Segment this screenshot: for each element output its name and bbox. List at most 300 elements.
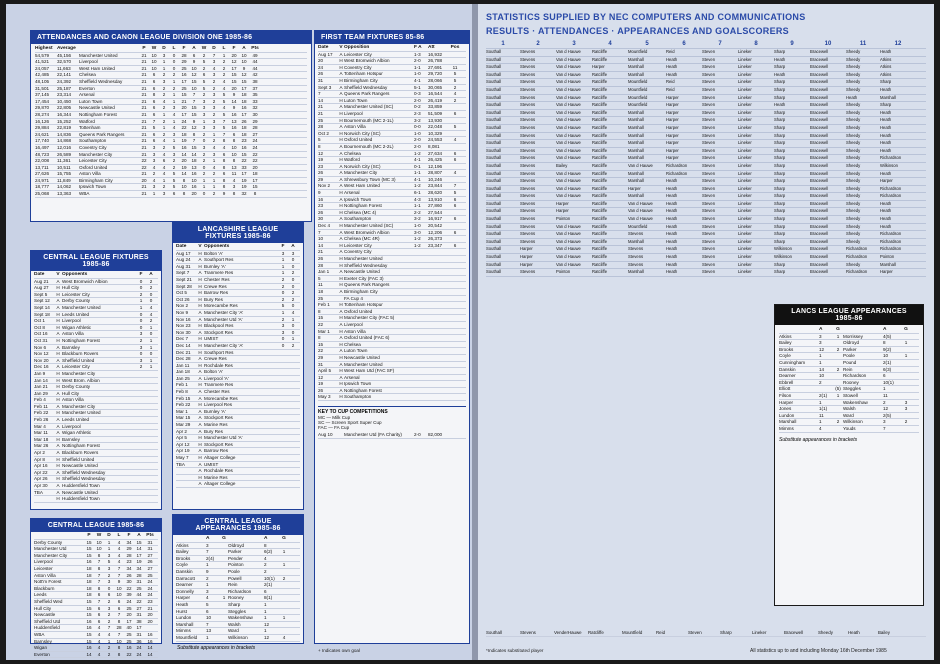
table-cell: Barrow Res bbox=[204, 448, 228, 454]
table-cell: 0 bbox=[291, 329, 295, 335]
table-cell bbox=[136, 490, 146, 496]
player-cell: Lineker bbox=[738, 246, 752, 252]
table-cell: 31 bbox=[136, 612, 142, 618]
player-cell: Sheedy bbox=[846, 79, 861, 85]
table-cell bbox=[428, 355, 450, 361]
player-cell: Bracewell bbox=[810, 216, 829, 222]
table-cell: Harper bbox=[176, 595, 191, 601]
table-cell: 2 bbox=[222, 65, 226, 71]
table-cell: 15 bbox=[86, 598, 92, 604]
table-cell: 13 bbox=[191, 164, 197, 170]
table-cell: 14 bbox=[86, 651, 92, 657]
player-cell: Heath bbox=[880, 117, 892, 123]
table-cell: Manchester United bbox=[62, 410, 101, 416]
player-cell: Sheedy bbox=[846, 155, 861, 161]
table-cell bbox=[450, 256, 460, 262]
table-cell: G bbox=[904, 327, 908, 332]
table-cell: 1-1 bbox=[414, 64, 421, 70]
table-cell: 0 bbox=[281, 336, 285, 342]
table-cell bbox=[450, 296, 460, 302]
table-cell bbox=[220, 602, 228, 608]
table-cell: 15 bbox=[191, 105, 197, 111]
table-cell: 1 bbox=[107, 638, 111, 644]
table-cell bbox=[220, 589, 228, 595]
table-cell: 21 bbox=[141, 92, 147, 98]
table-cell: 2 bbox=[291, 342, 295, 348]
table-cell: 1 bbox=[291, 316, 295, 322]
table-row bbox=[318, 381, 466, 388]
table-cell: 15 bbox=[181, 92, 187, 98]
table-cell: 16 bbox=[147, 638, 153, 644]
charity-shield-row bbox=[315, 430, 469, 441]
player-cell: Ratcliffe bbox=[592, 254, 608, 260]
table-row bbox=[318, 131, 466, 138]
player-cell: Lineker bbox=[738, 200, 752, 206]
table-cell bbox=[450, 131, 460, 137]
table-cell bbox=[288, 409, 298, 415]
table-cell bbox=[450, 118, 460, 124]
player-cell: Sharp bbox=[774, 124, 786, 130]
table-cell: Atkins bbox=[779, 333, 792, 339]
results-row bbox=[486, 57, 926, 65]
table-cell: 4 bbox=[264, 555, 267, 561]
player-cell: Steven bbox=[702, 102, 716, 108]
table-cell: 10,450 bbox=[57, 98, 72, 104]
table-cell: 10 bbox=[151, 52, 157, 58]
table-row bbox=[318, 322, 466, 329]
table-cell: 3 bbox=[152, 144, 156, 150]
table-cell: 1 bbox=[107, 539, 111, 545]
table-cell: Cunningham bbox=[779, 359, 806, 365]
table-cell bbox=[288, 369, 298, 375]
results-row bbox=[486, 102, 926, 110]
table-cell: Lundon bbox=[176, 615, 192, 621]
table-cell bbox=[450, 342, 460, 348]
table-cell: 4 bbox=[97, 638, 101, 644]
table-cell: 21 bbox=[141, 191, 147, 197]
table-cell bbox=[414, 381, 428, 387]
table-cell: 3 bbox=[291, 250, 295, 256]
table-cell: Jan 14 bbox=[34, 377, 48, 383]
player-cell: Sharp bbox=[774, 238, 786, 244]
table-cell: Mar 26 bbox=[34, 443, 49, 449]
table-cell: 27 bbox=[147, 552, 153, 558]
table-cell: WBA bbox=[34, 631, 45, 637]
table-cell: A bbox=[56, 483, 60, 488]
player-cell: Sheedy bbox=[846, 140, 861, 146]
player-cell: Harper bbox=[880, 178, 893, 184]
player-cell: Steven bbox=[702, 79, 716, 85]
table-cell bbox=[146, 496, 156, 502]
table-cell: 16 bbox=[241, 144, 247, 150]
table-cell: Opposition bbox=[344, 45, 370, 50]
table-cell: 5 bbox=[107, 559, 111, 565]
table-cell: Poole bbox=[843, 353, 855, 359]
table-cell: 13 bbox=[231, 118, 237, 124]
table-cell: H bbox=[339, 275, 343, 281]
table-cell bbox=[414, 296, 428, 302]
table-cell bbox=[901, 373, 911, 379]
table-cell: Marshall bbox=[176, 621, 194, 627]
table-cell: 24 bbox=[147, 579, 153, 585]
table-cell bbox=[428, 388, 450, 394]
table-cell: Oldroyd bbox=[228, 542, 245, 548]
player-cell: Heath bbox=[880, 147, 892, 153]
table-cell: Blackpool Res bbox=[204, 323, 234, 329]
table-cell: 17 bbox=[252, 177, 258, 183]
table-cell: 2 bbox=[162, 131, 166, 137]
table-row bbox=[35, 66, 307, 73]
table-cell: 0 bbox=[149, 351, 153, 357]
table-cell: 19 bbox=[241, 177, 247, 183]
results-row bbox=[486, 193, 926, 201]
table-cell: 21 bbox=[141, 171, 147, 177]
table-cell: Leicester City bbox=[344, 51, 372, 57]
table-cell bbox=[288, 389, 298, 395]
player-cell: Bracewell bbox=[810, 200, 829, 206]
table-cell: 14 bbox=[231, 98, 237, 104]
results-col-head: 5 bbox=[645, 41, 649, 47]
table-row bbox=[176, 396, 300, 403]
table-cell: 6 bbox=[117, 605, 121, 611]
table-header bbox=[34, 533, 158, 540]
table-cell: 6 bbox=[453, 150, 457, 156]
table-cell: Apr 26 bbox=[34, 476, 48, 482]
table-cell: Manchester City (FAC 5) bbox=[344, 315, 395, 321]
table-cell: 1-0 bbox=[414, 130, 421, 136]
table-row bbox=[34, 279, 158, 286]
table-row bbox=[176, 330, 300, 337]
table-cell: 27 bbox=[252, 131, 258, 137]
table-cell: 15 bbox=[191, 78, 197, 84]
table-cell: Dec 28 bbox=[176, 356, 191, 362]
player-cell: Ratcliffe bbox=[592, 231, 608, 237]
table-cell: 22 bbox=[318, 348, 324, 354]
table-cell: Nottingham Forest bbox=[344, 387, 382, 393]
player-cell: Heath bbox=[666, 185, 678, 191]
table-cell: 3 bbox=[172, 151, 176, 157]
table-cell: Luton Town bbox=[79, 98, 103, 104]
table-cell: WBA bbox=[79, 191, 90, 197]
table-cell: 26 bbox=[318, 209, 324, 215]
table-cell: 4 bbox=[212, 144, 216, 150]
table-row bbox=[34, 437, 158, 444]
table-cell: 3 bbox=[212, 92, 216, 98]
table-cell: 3 bbox=[206, 588, 209, 594]
table-cell: 3 bbox=[281, 250, 285, 256]
table-cell: A bbox=[339, 51, 343, 57]
table-cell: 7 bbox=[206, 549, 209, 555]
player-cell: Harper bbox=[520, 261, 533, 267]
player-cell: Stevens bbox=[520, 124, 536, 130]
table-row bbox=[176, 369, 300, 376]
table-cell bbox=[288, 376, 298, 382]
player-cell: Steven bbox=[702, 246, 716, 252]
table-cell: West Bromwich Albion bbox=[62, 278, 108, 284]
table-cell: A bbox=[339, 361, 343, 367]
table-cell: 4 bbox=[222, 85, 226, 91]
table-cell: 34 bbox=[126, 565, 132, 571]
player-cell: Atkins bbox=[880, 71, 892, 77]
table-cell: 12 bbox=[241, 72, 247, 78]
table-cell: West Brom. Albion bbox=[62, 377, 100, 383]
table-cell: 12 bbox=[264, 621, 270, 627]
table-row bbox=[318, 203, 466, 210]
table-cell: 0 bbox=[281, 290, 285, 296]
player-cell: Richardson bbox=[880, 155, 902, 161]
table-row bbox=[318, 124, 466, 131]
table-cell: H bbox=[198, 276, 202, 282]
player-cell: Bracewell bbox=[810, 86, 829, 92]
player-cell: Marshall bbox=[628, 124, 644, 130]
table-cell: 23 bbox=[241, 138, 247, 144]
table-cell: 1 bbox=[149, 324, 153, 330]
player-cell: Sharp bbox=[774, 132, 786, 138]
table-cell: 26,788 bbox=[428, 58, 443, 64]
table-cell: 24 bbox=[252, 144, 258, 150]
table-cell: 22 bbox=[318, 321, 324, 327]
table-cell: Feb 15 bbox=[176, 395, 191, 401]
table-cell bbox=[136, 410, 146, 416]
player-cell: Southall bbox=[486, 49, 502, 54]
table-cell: Wakenshaw bbox=[228, 615, 253, 621]
table-cell: 2 bbox=[162, 72, 166, 78]
table-cell: 17 bbox=[136, 552, 142, 558]
table-cell: 20 bbox=[147, 618, 153, 624]
table-cell: 17 bbox=[241, 111, 247, 117]
table-cell: V bbox=[339, 45, 343, 50]
table-cell: 10 bbox=[241, 59, 247, 65]
table-cell bbox=[428, 315, 450, 321]
table-cell: 22,008 bbox=[35, 158, 50, 164]
table-cell: H bbox=[56, 351, 60, 357]
table-cell: H bbox=[198, 296, 202, 302]
table-cell bbox=[414, 329, 428, 335]
table-cell: 1 bbox=[172, 98, 176, 104]
table-cell bbox=[136, 437, 146, 443]
table-cell bbox=[428, 256, 450, 262]
table-cell bbox=[278, 422, 288, 428]
table-row bbox=[34, 639, 158, 646]
table-cell bbox=[280, 569, 288, 575]
results-header bbox=[486, 40, 926, 49]
table-cell: 7 bbox=[117, 572, 121, 578]
player-cell: Bracewell bbox=[810, 147, 829, 153]
table-row bbox=[779, 360, 919, 367]
table-row bbox=[34, 592, 158, 599]
table-cell: H bbox=[339, 315, 343, 321]
results-row bbox=[486, 163, 926, 171]
table-row bbox=[35, 152, 307, 159]
table-cell bbox=[450, 368, 460, 374]
table-cell: 29 bbox=[252, 118, 258, 124]
table-cell bbox=[280, 628, 288, 634]
results-row bbox=[486, 79, 926, 87]
table-cell: Nott'm Forest bbox=[34, 579, 62, 585]
league-table bbox=[31, 44, 311, 200]
table-cell: 0-3 bbox=[414, 91, 421, 97]
table-row bbox=[176, 350, 300, 357]
table-cell: 15 bbox=[231, 78, 237, 84]
table-cell: 24,553 bbox=[428, 137, 443, 143]
table-cell: 2 bbox=[281, 283, 285, 289]
table-cell: 41,521 bbox=[35, 59, 50, 65]
table-cell: H bbox=[56, 324, 60, 330]
table-cell: A bbox=[198, 415, 202, 421]
table-cell: 3 bbox=[904, 399, 908, 405]
table-cell: 16 bbox=[86, 645, 92, 651]
player-cell: Southall bbox=[486, 254, 502, 260]
table-cell: H bbox=[198, 263, 202, 269]
table-row bbox=[176, 356, 300, 363]
table-cell: 8 bbox=[117, 618, 121, 624]
results-row bbox=[486, 224, 926, 232]
table-cell: 13,930 bbox=[428, 117, 443, 123]
table-cell: H bbox=[339, 256, 343, 261]
table-cell bbox=[136, 384, 146, 390]
player-cell: Lineker bbox=[738, 56, 752, 62]
table-cell: 3 bbox=[883, 419, 886, 425]
cup-key-title: KEY TO CUP COMPETITIONS bbox=[318, 409, 388, 416]
table-cell: West Ham Utd (FAC SF) bbox=[344, 368, 395, 374]
table-cell: 6-1 bbox=[414, 190, 421, 196]
table-cell: Danskin bbox=[176, 568, 193, 574]
table-cell: Bailey bbox=[176, 549, 189, 555]
player-cell: Marshall bbox=[628, 178, 644, 184]
table-cell: A bbox=[339, 104, 343, 110]
table-cell: D bbox=[162, 46, 166, 51]
player-cell: Steven bbox=[702, 223, 716, 229]
table-cell: 8 bbox=[222, 164, 226, 170]
table-cell: 10 bbox=[96, 539, 102, 545]
first-team-box bbox=[314, 30, 470, 644]
table-row bbox=[318, 104, 466, 111]
table-cell bbox=[278, 435, 288, 441]
table-cell: 10 bbox=[181, 184, 187, 190]
table-row bbox=[34, 612, 158, 619]
player-cell: Lineker bbox=[738, 238, 752, 244]
table-row bbox=[34, 559, 158, 566]
table-cell: A bbox=[198, 428, 202, 434]
table-cell: A bbox=[56, 430, 60, 436]
table-cell bbox=[779, 327, 819, 333]
player-cell: Heath bbox=[666, 246, 678, 252]
table-cell: 21 bbox=[141, 131, 147, 137]
player-cell: Van d Hauwe bbox=[628, 216, 653, 222]
player-cell: Harper bbox=[556, 208, 569, 214]
table-cell: 49 bbox=[252, 52, 258, 58]
table-cell: 3 bbox=[172, 105, 176, 111]
table-cell: Jan 18 bbox=[176, 369, 190, 375]
table-cell: 4 bbox=[222, 78, 226, 84]
table-cell: Birmingham City bbox=[344, 77, 378, 83]
table-row bbox=[35, 125, 307, 132]
table-cell: 9 bbox=[206, 568, 209, 574]
results-grid bbox=[486, 40, 926, 277]
table-cell: 1 bbox=[819, 353, 822, 359]
table-cell bbox=[288, 402, 298, 408]
table-cell: Altager College bbox=[204, 455, 236, 460]
table-cell: 17 bbox=[136, 625, 142, 631]
table-cell: 26,589 bbox=[57, 151, 72, 157]
player-cell: Southall bbox=[486, 86, 502, 92]
player-cell: Southall bbox=[486, 223, 502, 229]
table-cell bbox=[450, 375, 460, 381]
table-cell: 27,691 bbox=[428, 64, 443, 70]
player-cell: Heath bbox=[880, 109, 892, 115]
table-cell: 1-1 bbox=[414, 203, 421, 209]
player-cell: Heath bbox=[666, 64, 678, 70]
table-cell: Dearner bbox=[176, 582, 193, 588]
player-cell: Southall bbox=[486, 102, 502, 108]
table-cell: 2 bbox=[819, 379, 822, 385]
table-cell: 15 bbox=[86, 552, 92, 558]
table-cell: 20 bbox=[126, 612, 132, 618]
table-cell: 21 bbox=[141, 65, 147, 71]
table-cell: A bbox=[339, 124, 343, 130]
table-cell: 2 bbox=[291, 296, 295, 302]
player-cell: Southall bbox=[486, 193, 502, 199]
table-row bbox=[318, 236, 466, 243]
table-cell: 24,971 bbox=[35, 177, 50, 183]
table-cell: Tottenham Hotspur bbox=[344, 71, 383, 77]
table-cell: 15 bbox=[86, 605, 92, 611]
player-cell: Sharp bbox=[774, 64, 786, 70]
results-row bbox=[486, 171, 926, 179]
table-cell bbox=[280, 609, 288, 615]
player-cell: Steven bbox=[702, 124, 716, 130]
table-cell: H bbox=[339, 341, 343, 347]
table-cell bbox=[901, 334, 911, 340]
table-row bbox=[318, 256, 466, 263]
table-cell: L bbox=[222, 46, 226, 51]
table-row bbox=[318, 164, 466, 171]
table-cell: 2(5) bbox=[883, 412, 892, 418]
table-cell bbox=[450, 263, 460, 269]
table-cell: 6 bbox=[172, 191, 176, 197]
table-cell: Mar 29 bbox=[176, 422, 191, 428]
table-cell: 6 bbox=[152, 98, 156, 104]
table-cell: 22 bbox=[141, 164, 147, 170]
cup-key-list bbox=[318, 415, 466, 430]
table-cell: Leicester City bbox=[344, 242, 372, 248]
player-cell: Ratcliffe bbox=[592, 162, 608, 168]
table-cell: 8 bbox=[318, 143, 321, 149]
table-cell: Sept 12 bbox=[34, 298, 50, 304]
table-cell: H bbox=[198, 336, 202, 342]
stats-title: STATISTICS SUPPLIED BY NEC COMPUTERS AND COMMUNICATIONS bbox=[486, 12, 806, 22]
player-cell: Richardson bbox=[880, 193, 902, 199]
table-row bbox=[34, 325, 158, 332]
player-cell: Heath bbox=[666, 200, 678, 206]
table-cell: 30 bbox=[126, 579, 132, 585]
table-cell: 13 bbox=[231, 164, 237, 170]
table-cell: 6 bbox=[97, 612, 101, 618]
table-cell: 24,057 bbox=[35, 65, 50, 71]
player-cell: Lineker bbox=[738, 162, 752, 168]
table-cell: Sheffield Wednesday bbox=[344, 262, 388, 268]
results-row bbox=[486, 630, 926, 637]
cup-key-item: SC — Screen Sport Super Cup bbox=[318, 420, 382, 426]
table-cell: H bbox=[198, 283, 202, 289]
table-cell: Leeds United bbox=[62, 417, 90, 423]
player-cell: Sheedy bbox=[846, 109, 861, 115]
table-cell: Huddersfield Town bbox=[62, 483, 100, 488]
table-row bbox=[779, 373, 919, 380]
table-cell: 4 bbox=[453, 91, 457, 97]
player-cell: Lineker bbox=[738, 132, 752, 138]
table-cell bbox=[414, 322, 428, 328]
